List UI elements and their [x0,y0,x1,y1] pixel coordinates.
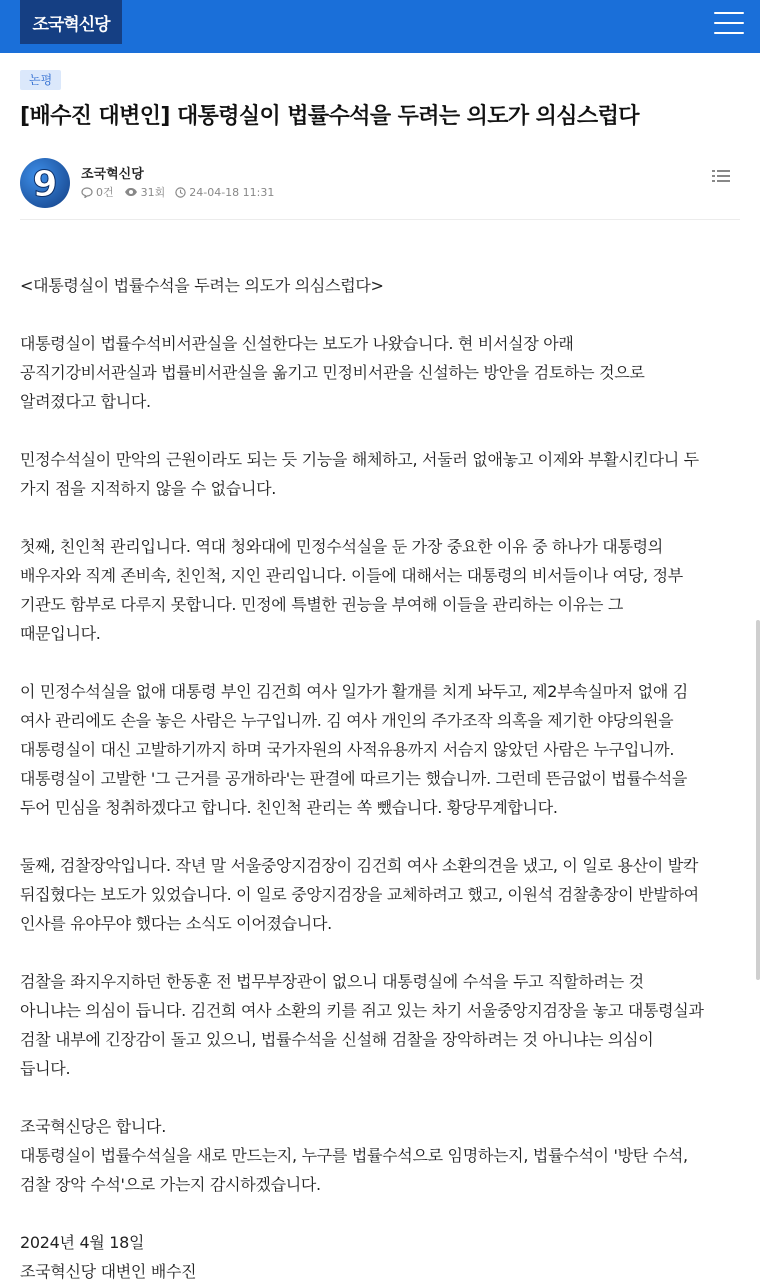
article-paragraph [20,271,745,300]
paragraph-line: 기관도 함부로 다루지 못합니다. 민정에 특별한 권능을 부여해 이들을 관리하는 이유는 그 [20,595,624,614]
list-view-icon[interactable] [712,169,730,183]
paragraph-line: 배우자와 직계 존비속, 친인척, 지인 관리입니다. 이들에 대해서는 대통령의 비서들이나 여당, 정부 [20,566,683,585]
view-count-text: 31회 [140,186,166,199]
menu-line [714,32,744,34]
comment-count-text: 0건 [96,186,114,199]
paragraph-line: 가지 점을 지적하지 않을 수 없습니다. [20,479,277,498]
menu-line [714,22,744,24]
paragraph-line: 민정수석실이 만악의 근원이라도 되는 듯 기능을 해체하고, 서둘러 없애놓고 이제와 부활시킨다니 두 [20,450,699,469]
paragraph-line: 알려졌다고 합니다. [20,392,151,411]
paragraph-line: 뒤집혔다는 보도가 있었습니다. 이 일로 중앙지검장을 교체하려고 했고, 이원석 검찰총장이 반발하여 [20,885,699,904]
comment-icon [81,187,93,198]
menu-line [714,12,744,14]
paragraph-line: 2024년 4월 18일 [20,1233,145,1252]
article-paragraph [20,677,745,822]
paragraph-line: 대통령실이 법률수석실을 새로 만드는지, 누구를 법률수석으로 임명하는지, 법률수석이 '방탄 수석, [20,1146,688,1165]
article-meta [81,184,274,200]
author-avatar [20,158,70,208]
clock-icon [175,187,186,198]
paragraph-line: 검찰 장악 수석'으로 가는지 감시하겠습니다. [20,1175,321,1194]
header-divider [20,219,740,220]
article-paragraph [20,851,745,938]
paragraph-line: 공직기강비서관실과 법률비서관실을 옮기고 민정비서관을 신설하는 방안을 검토하는 것으로 [20,363,645,382]
paragraph-line: 조국혁신당은 합니다. [20,1117,166,1136]
paragraph-line: 검찰을 좌지우지하던 한동훈 전 법무부장관이 없으니 대통령실에 수석을 두고 직할하려는 것 [20,972,644,991]
paragraph-line: 대통령실이 대신 고발하기까지 하며 국가자원의 사적유용까지 서슴지 않았던 사람은 누구입니까. [20,740,675,759]
site-logo[interactable]: 조국혁신당 [20,0,122,44]
author-name: 조국혁신당 [81,167,144,182]
avatar-number-icon [20,158,70,208]
paragraph-line: 때문입니다. [20,624,101,643]
article-paragraph [20,445,745,503]
top-navigation-bar [0,0,760,53]
article-paragraph [20,532,745,648]
paragraph-line: 대통령실이 고발한 '그 근거를 공개하라'는 판결에 따르기는 했습니까. 그런데 뜬금없이 법률수석을 [20,769,688,788]
paragraph-line: 대통령실이 법률수석비서관실을 신설한다는 보도가 나왔습니다. 현 비서실장 아래 [20,334,574,353]
paragraph-line: <대통령실이 법률수석을 두려는 의도가 의심스럽다> [20,276,384,295]
paragraph-line: 검찰 내부에 긴장감이 돌고 있으니, 법률수석을 신설해 검찰을 장악하려는 것 아니냐는 의심이 [20,1030,654,1049]
article-paragraph [20,1112,745,1199]
paragraph-line: 조국혁신당 대변인 배수진 [20,1262,197,1281]
post-date [175,186,274,199]
paragraph-line: 아니냐는 의심이 듭니다. 김건희 여사 소환의 키를 쥐고 있는 차기 서울중앙지검장을 놓고 대통령실과 [20,1001,704,1020]
article-paragraph [20,1228,745,1286]
article-body [20,271,745,1286]
category-badge[interactable]: 논평 [20,70,61,90]
paragraph-line: 듭니다. [20,1059,71,1078]
hamburger-menu-icon[interactable] [714,12,744,34]
paragraph-line: 첫째, 친인척 관리입니다. 역대 청와대에 민정수석실을 둔 가장 중요한 이유 중 하나가 대통령의 [20,537,663,556]
paragraph-line: 이 민정수석실을 없애 대통령 부인 김건희 여사 일가가 활개를 치게 놔두고, 제2부속실마저 없애 김 [20,682,688,701]
article-paragraph [20,967,745,1083]
comment-count [81,184,114,200]
eye-icon [124,187,138,197]
paragraph-line: 여사 관리에도 손을 놓은 사람은 누구입니까. 김 여사 개인의 주가조작 의혹을 제기한 야당의원을 [20,711,674,730]
avatar-number: 9 [32,164,58,205]
article-title: [배수진 대변인] 대통령실이 법률수석을 두려는 의도가 의심스럽다 [20,104,639,129]
scrollbar[interactable] [756,620,760,980]
paragraph-line: 두어 민심을 청취하겠다고 합니다. 친인척 관리는 쏙 뺐습니다. 황당무계합니다. [20,798,558,817]
post-date-text: 24-04-18 11:31 [189,185,275,199]
article-paragraph [20,329,745,416]
paragraph-line: 둘째, 검찰장악입니다. 작년 말 서울중앙지검장이 김건희 여사 소환의견을 냈고, 이 일로 용산이 발칵 [20,856,699,875]
view-count [124,184,166,200]
paragraph-line: 인사를 유야무야 했다는 소식도 이어졌습니다. [20,914,332,933]
